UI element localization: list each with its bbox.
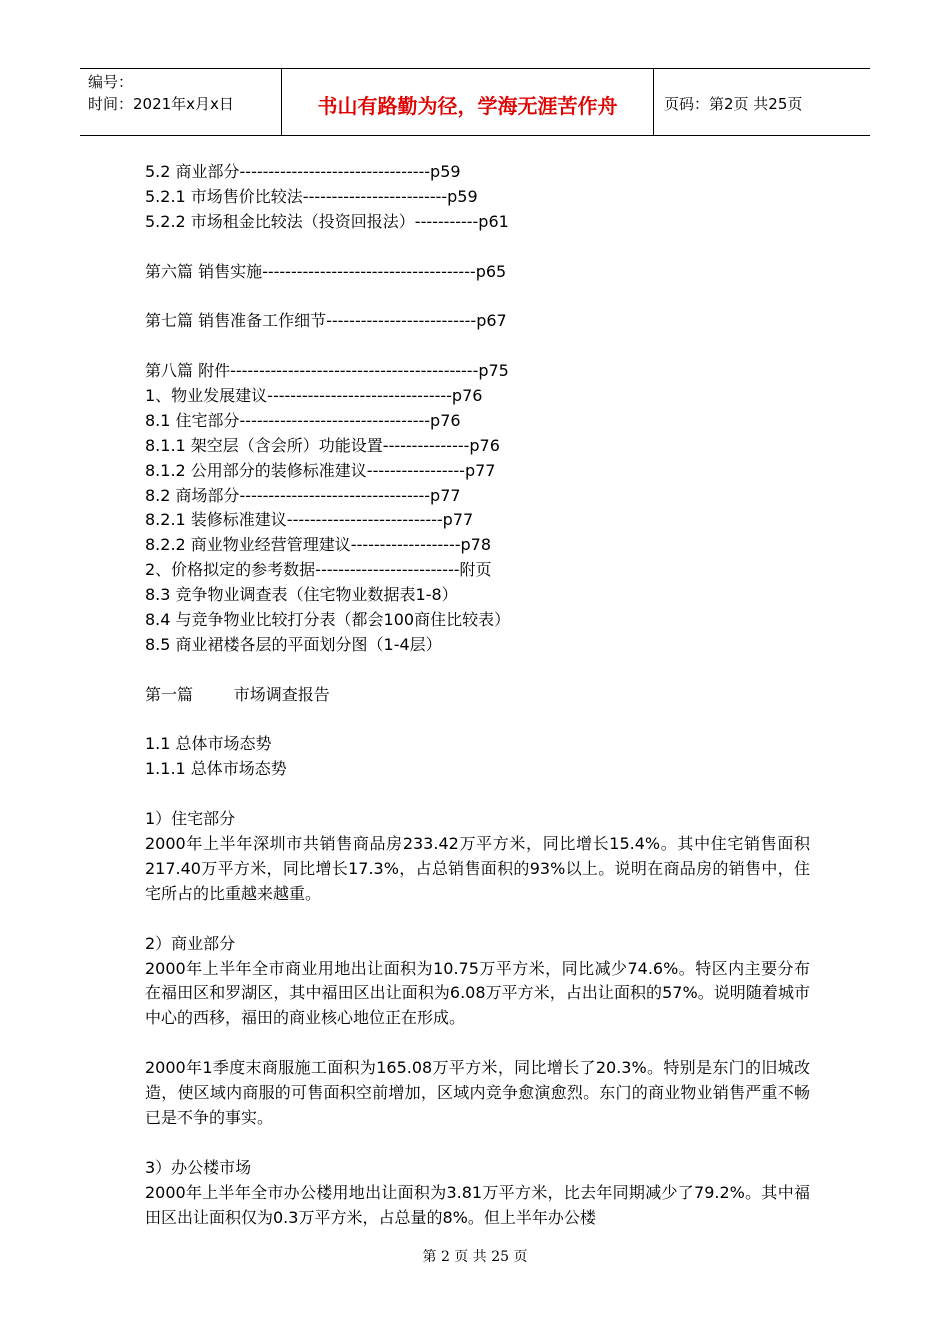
toc-entry: 8.4 与竞争物业比较打分表（都会100商住比较表） (145, 610, 511, 630)
toc-entry: 5.2.2 市场租金比较法（投资回报法）-----------p61 (145, 211, 509, 231)
toc-entry: 8.2.2 商业物业经营管理建议-------------------p78 (145, 535, 492, 555)
commercial-heading: 2）商业部分 (145, 933, 236, 953)
residential-heading: 1）住宅部分 (145, 809, 236, 829)
residential-paragraph: 2000年上半年深圳市共销售商品房233.42万平方米，同比增长15.4%。其中住宅销售面积217.40万平方米，同比增长17.3%，占总销售面积的93%以上。说明在商品房的销售中，住宅所占的比重越来越重。 (145, 834, 810, 903)
toc-entry: 8.1.2 公用部分的装修标准建议-----------------p77 (145, 460, 496, 480)
toc-entry: 第七篇 销售准备工作细节--------------------------p67 (145, 311, 507, 331)
toc-entry: 8.2.1 装修标准建议---------------------------p77 (145, 510, 474, 530)
page-footer: 第 2 页 共 25 页 (422, 1249, 528, 1265)
office-paragraph: 2000年上半年全市办公楼用地出让面积为3.81万平方米，比去年同期减少了79.2%。其中福田区出让面积仅为0.3万平方米，占总量的8%。但上半年办公楼 (145, 1182, 810, 1227)
header-motto: 书山有路勤为径，学海无涯苦作舟 (282, 69, 654, 135)
toc-entry: 8.2 商场部分---------------------------------p77 (145, 485, 461, 505)
document-body (145, 160, 810, 1230)
toc-entry: 8.3 竞争物业调查表（住宅物业数据表1-8） (145, 585, 458, 605)
chapter-title: 第一篇 市场调查报告 (145, 684, 330, 704)
toc-entry: 8.1.1 架空层（含会所）功能设置---------------p76 (145, 435, 500, 455)
toc-entry: 2、价格拟定的参考数据-------------------------附页 (145, 560, 492, 580)
toc-spacer (145, 334, 810, 359)
document-date: 时间：2021年x月x日 (88, 95, 234, 113)
header-meta (80, 69, 282, 135)
document-number-label: 编号： (88, 73, 134, 91)
toc-entry: 8.1 住宅部分---------------------------------p76 (145, 410, 461, 430)
toc-entry: 第八篇 附件-------------------------------------------p75 (145, 361, 509, 381)
commercial-paragraph-2: 2000年1季度末商服施工面积为165.08万平方米，同比增长了20.3%。特别是东门的旧城改造，使区域内商服的可售面积空前增加，区域内竞争愈演愈烈。东门的商业物业销售严重不畅已是不争的事实。 (145, 1058, 810, 1127)
toc-entry: 8.5 商业裙楼各层的平面划分图（1-4层） (145, 634, 442, 654)
section-heading: 1.1 总体市场态势 (145, 734, 272, 754)
header-page-info: 页码：第2页 共25页 (664, 95, 803, 113)
toc-spacer (145, 284, 810, 309)
toc-entry: 1、物业发展建议--------------------------------p76 (145, 386, 483, 406)
toc-entry: 5.2.1 市场售价比较法-------------------------p59 (145, 186, 478, 206)
table-of-contents (145, 160, 810, 658)
toc-entry: 5.2 商业部分---------------------------------p59 (145, 162, 461, 181)
subsection-heading: 1.1.1 总体市场态势 (145, 759, 287, 779)
toc-entry: 第六篇 销售实施-------------------------------------p65 (145, 261, 507, 281)
page-header (80, 68, 870, 136)
commercial-paragraph-1: 2000年上半年全市商业用地出让面积为10.75万平方米，同比减少74.6%。特区内主要分布在福田区和罗湖区，其中福田区出让面积为6.08万平方米，占出让面积的57%。说明随着城市中心的西移，福田的商业核心地位正在形成。 (145, 958, 810, 1028)
office-heading: 3）办公楼市场 (145, 1157, 252, 1177)
toc-spacer (145, 235, 810, 260)
